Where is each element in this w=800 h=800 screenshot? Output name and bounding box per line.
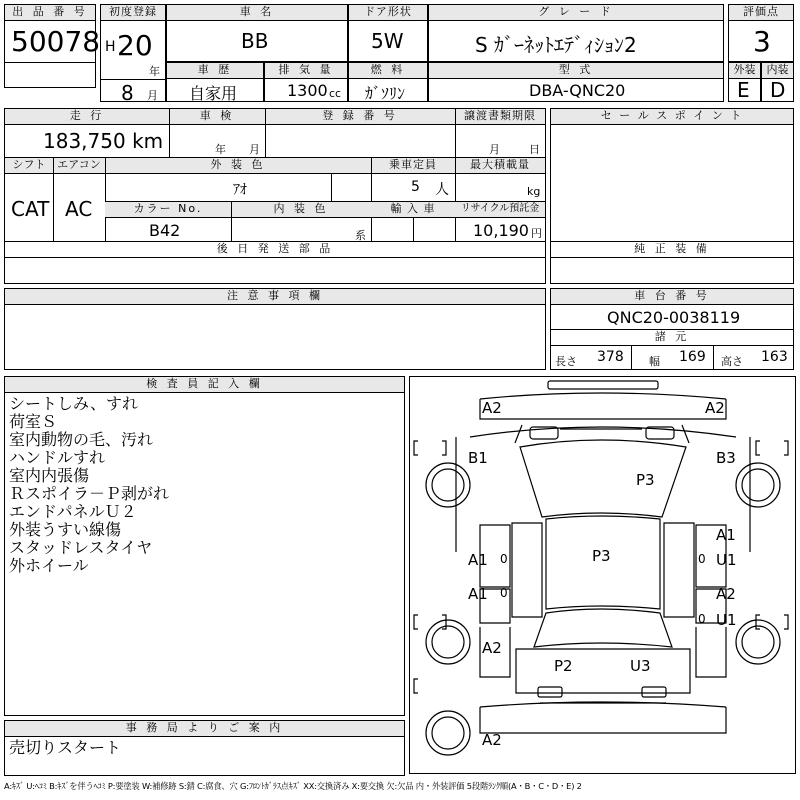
max-load-unit: kg (527, 185, 541, 198)
model-label: 型 式 (429, 63, 723, 79)
interior-grade: D (770, 78, 786, 102)
shift-label: シフト (5, 158, 53, 174)
vehicle-info-box (4, 108, 546, 284)
caution-box (4, 288, 546, 370)
registration-year: 20 (117, 29, 153, 62)
grade-box (428, 4, 724, 62)
int-color-label: 内 装 色 (231, 202, 371, 218)
fuel-label: 燃 料 (349, 63, 427, 79)
reg-number-label: 登 録 番 号 (265, 109, 455, 125)
width-label: 幅 (649, 355, 660, 368)
ext-color: ｱｵ (233, 182, 247, 198)
model: DBA-QNC20 (529, 81, 626, 100)
office-notes-box (4, 720, 405, 776)
exterior-label: 外装 (729, 63, 760, 79)
height: 163 (761, 349, 788, 365)
mileage: 183,750 km (43, 129, 164, 153)
displacement-unit: cc (329, 87, 342, 100)
zero-mark: 0 (698, 612, 706, 626)
mark-hatch-left: P2 (554, 657, 573, 675)
mark-hood: P3 (636, 471, 655, 489)
door-type: 5W (371, 29, 404, 53)
inspector-note: スタッドレスタイヤ (9, 538, 153, 557)
car-name-box (166, 4, 348, 62)
history: 自家用 (189, 84, 238, 103)
mark-rear-bumper: A2 (482, 731, 502, 749)
car-name-label: 車 名 (167, 5, 347, 21)
inspector-note: 室内内張傷 (9, 466, 90, 485)
mark-right-door-rear-a: A2 (716, 585, 736, 603)
recycle-deposit: 10,190 (473, 221, 529, 240)
history-label: 車 歴 (167, 63, 263, 79)
inspector-note: 外装うすい線傷 (9, 520, 122, 539)
zero-mark: 0 (500, 552, 508, 566)
first-registration-label: 初度登録 (101, 5, 165, 21)
mark-front-right: A2 (705, 399, 725, 417)
zero-mark: 0 (500, 586, 508, 600)
mileage-label: 走 行 (5, 109, 169, 125)
era: H (105, 39, 116, 55)
exterior-grade: E (737, 78, 750, 102)
width: 169 (679, 349, 706, 365)
model-box (428, 62, 724, 102)
mark-left-door-rear: A1 (468, 585, 488, 603)
capacity-unit: 人 (435, 182, 449, 198)
score: 3 (753, 25, 771, 58)
chassis-box (550, 288, 794, 370)
inspector-notes-box (4, 376, 405, 716)
exterior-grade-box (728, 62, 761, 102)
grade-label: グ レ ー ド (429, 5, 723, 21)
int-color-unit: 系 (355, 229, 366, 242)
inspector-note: 室内動物の毛、汚れ (9, 430, 154, 449)
damage-diagram (409, 376, 796, 774)
max-load-label: 最大積載量 (455, 158, 545, 174)
lot-number-label: 出 品 番 号 (5, 5, 95, 21)
inspector-note: 荷室Ｓ (9, 412, 58, 431)
office-note: 売切りスタート (9, 738, 122, 757)
office-notes-label: 事 務 局 よ り ご 案 内 (5, 721, 404, 737)
mark-rear-left-quarter: A2 (482, 639, 502, 657)
first-registration-box (100, 4, 166, 105)
mark-b3: B3 (716, 449, 736, 467)
inspector-note: エンドパネルＵ２ (9, 502, 137, 521)
ac-label: エアコン (53, 158, 105, 174)
score-label: 評価点 (729, 5, 793, 21)
inspector-note: Ｒスポイラ－Ｐ剥がれ (9, 484, 170, 503)
transfer-month-unit: 月 (489, 143, 500, 156)
mark-hatch-right: U3 (630, 657, 651, 675)
displacement-box (264, 62, 348, 102)
car-name: BB (241, 29, 269, 53)
color-number: B42 (149, 221, 181, 240)
transfer-day-unit: 日 (529, 143, 540, 156)
month-unit: 月 (147, 89, 158, 102)
capacity-label: 乗車定員 (371, 158, 455, 174)
chassis-label: 車 台 番 号 (551, 289, 793, 305)
mark-b1: B1 (468, 449, 488, 467)
lot-number-box (4, 4, 101, 88)
displacement: 1300 (287, 81, 328, 100)
year-unit: 年 (149, 65, 160, 78)
mark-front-left: A2 (482, 399, 502, 417)
capacity: 5 (411, 179, 420, 195)
spec-label: 諸 元 (551, 330, 793, 346)
genuine-equipment-label: 純 正 装 備 (551, 242, 793, 258)
transfer-deadline-label: 譲渡書類期限 (455, 109, 545, 125)
grade: S ｶﾞｰﾈｯﾄｴﾃﾞｨｼｮﾝ2 (475, 33, 637, 57)
mark-left-door-front: A1 (468, 551, 488, 569)
score-box (728, 4, 794, 62)
inspector-note: シートしみ、すれ (9, 394, 138, 413)
recycle-deposit-label: リサイクル預託金 (455, 202, 545, 218)
zero-mark: 0 (698, 552, 706, 566)
color-number-label: カラー No. (105, 202, 231, 218)
length: 378 (597, 349, 624, 365)
inspector-notes-label: 検 査 員 記 入 欄 (5, 377, 404, 393)
door-box (348, 4, 428, 62)
lot-number: 50078 (11, 25, 101, 58)
car-outline (410, 377, 795, 773)
mark-right-door-front-a: A1 (716, 526, 736, 544)
mark-right-door-rear-u: U1 (716, 611, 737, 629)
interior-grade-box (761, 62, 794, 102)
height-label: 高さ (721, 355, 743, 368)
legend: A:ｷｽﾞ U:ﾍｺﾐ B:ｷｽﾞを伴うﾍｺﾐ P:要塗装 W:補修跡 S:錆 C:腐食、穴 G:ﾌﾛﾝﾄｶﾞﾗｽ点ｷｽﾞ XX:交換済み X:要交換 欠:欠品 内・外装評価 5段階ﾗﾝｸ順(A・B・C・D・E) 2 (4, 781, 582, 791)
sales-point-box (550, 108, 794, 284)
inspection-label: 車 検 (169, 109, 265, 125)
history-box (166, 62, 264, 102)
inspector-note: ハンドルすれ (9, 448, 106, 467)
interior-label: 内装 (762, 63, 793, 79)
fuel: ｶﾞｿﾘﾝ (365, 84, 406, 103)
later-parts-label: 後 日 発 送 部 品 (5, 242, 545, 258)
inspector-note: 外ホイール (9, 556, 89, 575)
door-label: ドア形状 (349, 5, 427, 21)
length-label: 長さ (555, 355, 577, 368)
mark-roof: P3 (592, 547, 611, 565)
recycle-unit: 円 (531, 227, 542, 240)
chassis-number: QNC20-0038119 (607, 308, 741, 327)
sales-point-label: セ ー ル ス ポ イ ン ト (551, 109, 793, 125)
inspection-month-unit: 月 (249, 143, 260, 156)
air-conditioner: AC (65, 197, 93, 221)
caution-label: 注 意 事 項 欄 (5, 289, 545, 305)
import-label: 輸 入 車 (371, 202, 455, 218)
mark-right-door-front-u: U1 (716, 551, 737, 569)
ext-color-label: 外 装 色 (105, 158, 371, 174)
displacement-label: 排 気 量 (265, 63, 347, 79)
inspection-year-unit: 年 (215, 143, 226, 156)
fuel-box (348, 62, 428, 102)
registration-month: 8 (121, 81, 134, 105)
shift: CAT (11, 197, 50, 221)
